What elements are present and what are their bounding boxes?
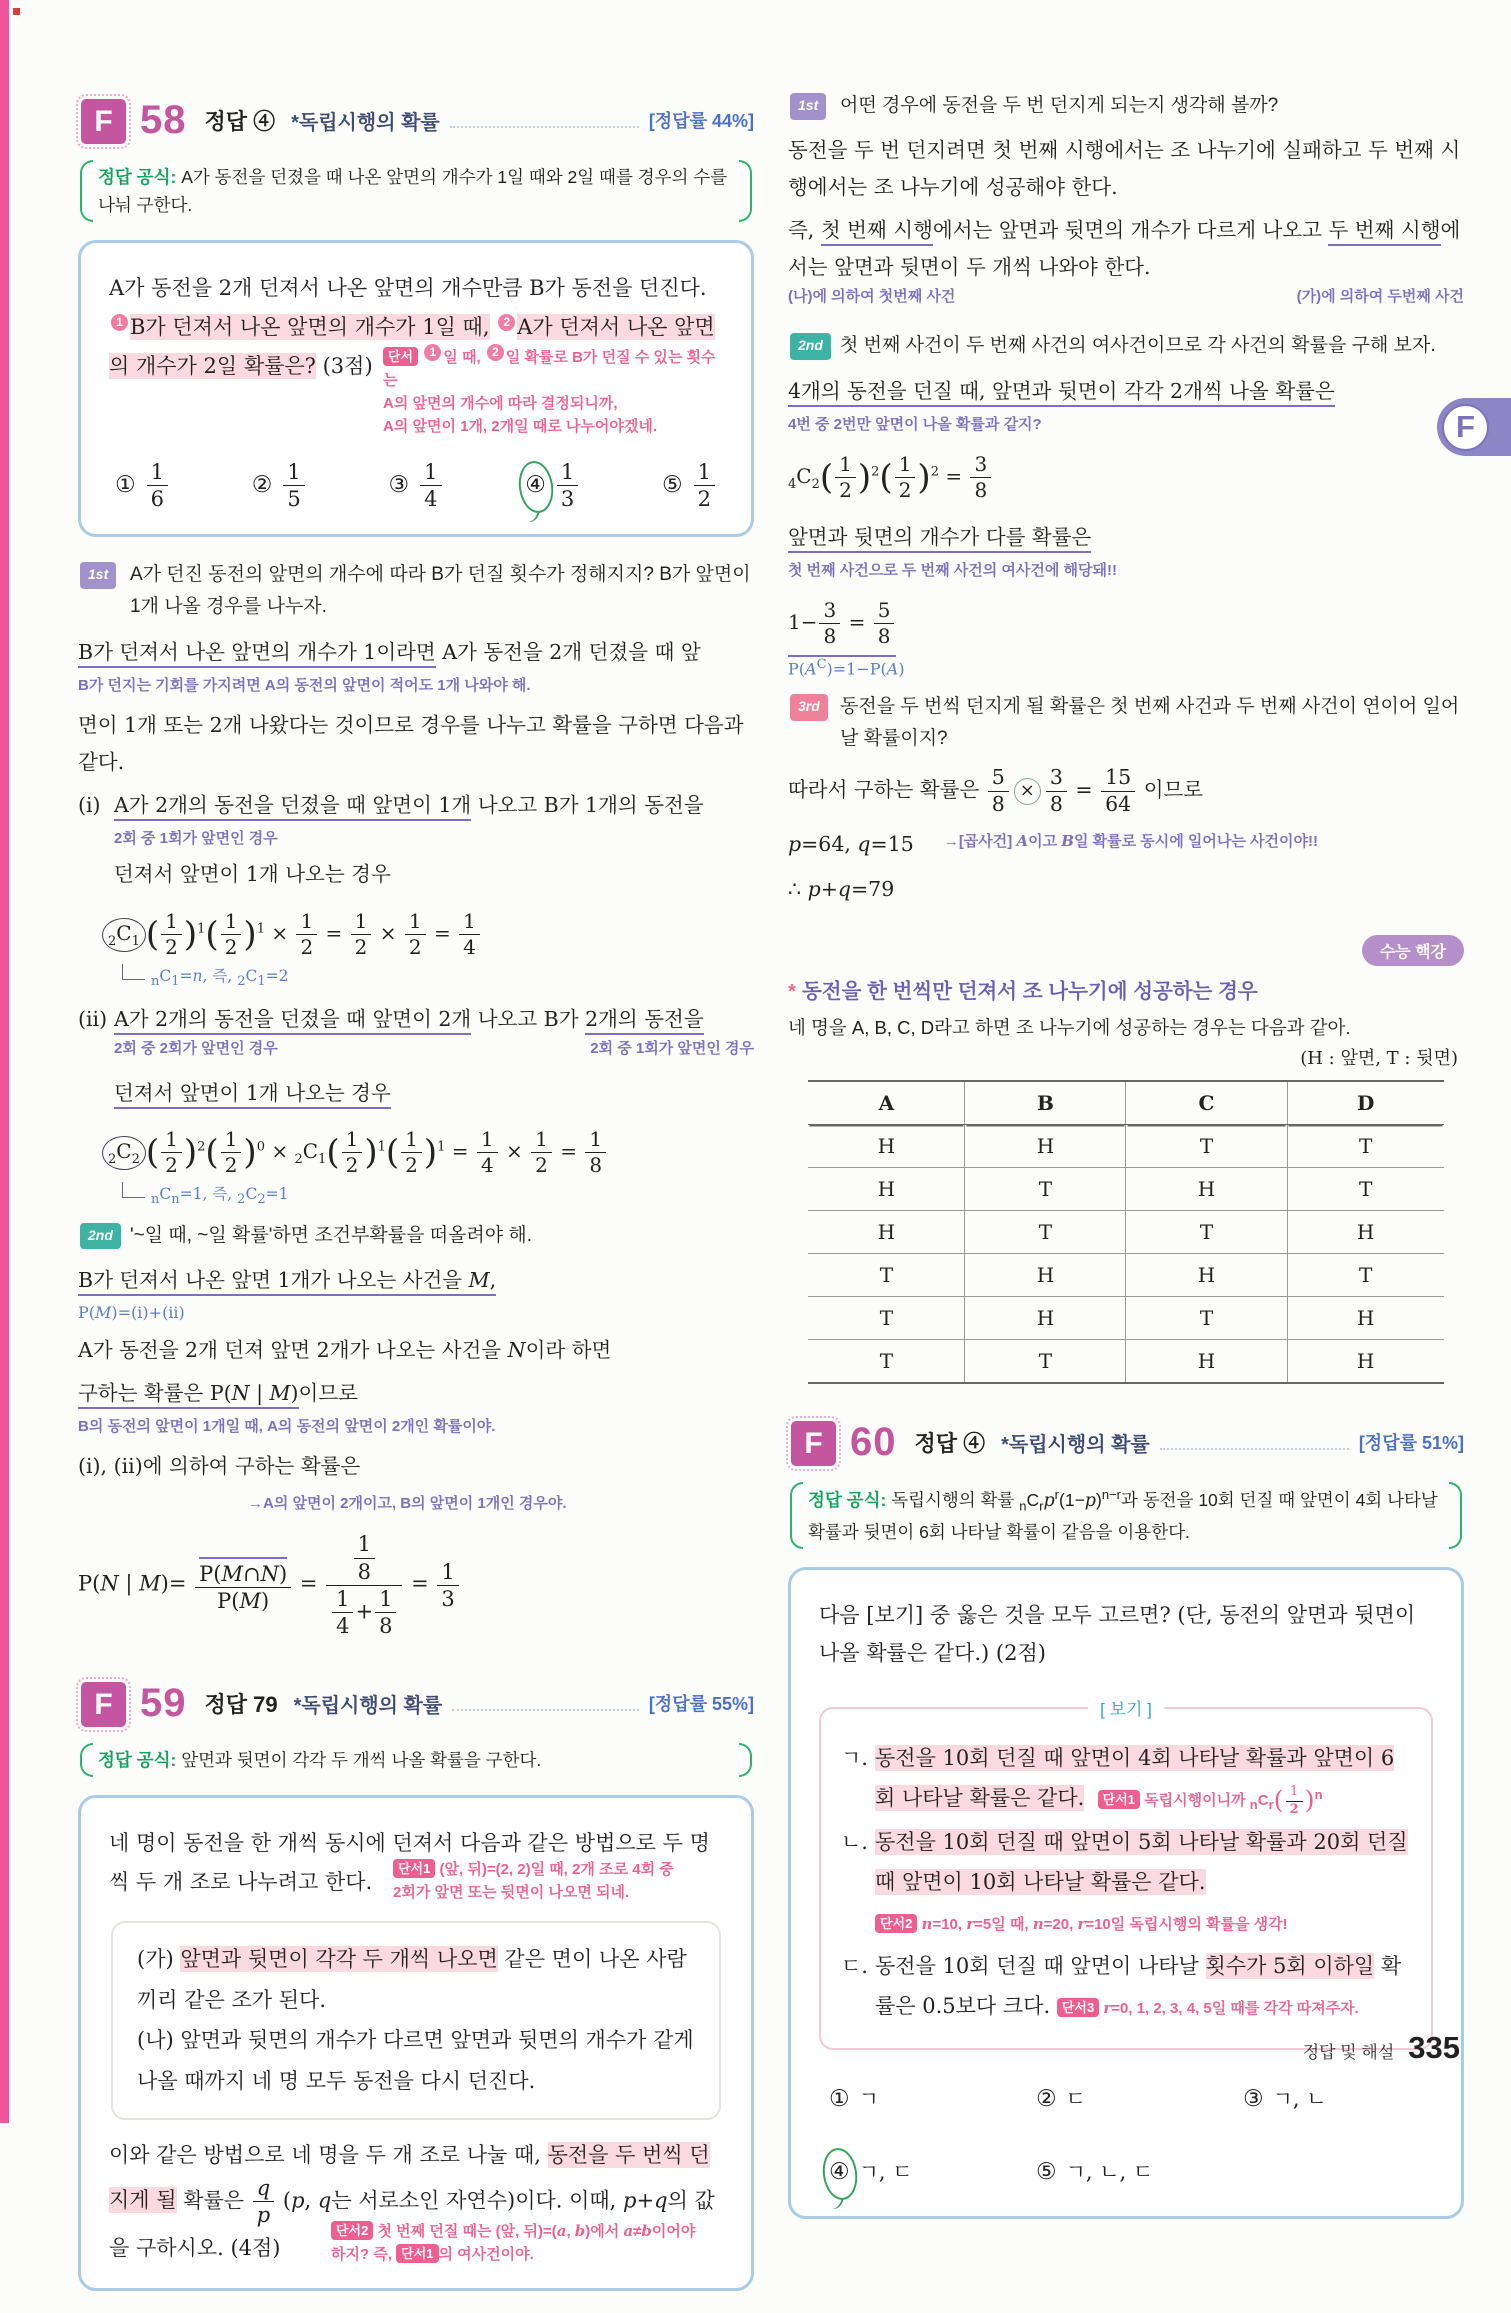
- choice-2: ② 1 5: [252, 459, 307, 513]
- problem-statement: 네 명이 동전을 한 개씩 동시에 던져서 다음과 같은 방법으로 두 명씩 두 개 조로 나누려고 한다.: [109, 1831, 710, 1895]
- step-1st: [788, 90, 1464, 122]
- formula: $_4C_2$( $\frac{1}{2}$ )$^2$( $\frac{1}{2}$ )$^2$ = $\frac{3}{8}$: [788, 452, 1464, 503]
- solution-paragraph: 동전을 두 번 던지려면 첫 번째 시행에서는 조 나누기에 실패하고 두 번째 시행에서는 조 나누기에 성공해야 한다.: [788, 138, 1461, 200]
- answer-choices: [819, 2078, 1433, 2193]
- answer-formula-note: [80, 1743, 752, 1777]
- step-text: A가 던진 동전의 앞면의 개수에 따라 B가 던질 횟수가 정해지지? B가 앞면이 1개 나올 경우를 나누자.: [130, 564, 751, 618]
- dotted-leader: [1160, 1435, 1349, 1450]
- purple-annotation: 첫 번째 사건으로 두 번째 사건의 여사건에 해당돼!!: [788, 561, 1117, 579]
- step-3rd: [788, 691, 1464, 756]
- formula-text: 앞면과 뒷면이 각각 두 개씩 나올 확률을 구한다.: [181, 1750, 542, 1771]
- solution-paragraph: 구하는 확률은 P(N | M)이므로: [78, 1375, 754, 1412]
- topic-label: *독립시행의 확률: [293, 1694, 443, 1717]
- final-formula: P(N | M)= $\frac{P(M\cap N)}{P(M)}$ = $\frac{1}{8}$ $\frac{1}{4}$ + $\frac{1}{8}$ = $\frac{1}{3}$: [78, 1531, 754, 1639]
- condition-box: [111, 1921, 721, 2121]
- table-legend: (H : 앞면, T : 뒷면): [1300, 1048, 1458, 1070]
- formula-case-i: $_2C_1$ ( $\frac{1}{2}$ )$^1$( $\frac{1}{2}$ )$^1$ × $\frac{1}{2}$ = $\frac{1}{2}$ × $\frac{1}{2}$ = $\frac{1}{4}$: [78, 909, 754, 960]
- elbow-connector: [122, 964, 145, 980]
- step-badge-1st: 1st: [80, 562, 116, 589]
- arrow-annotation: →A의 앞면이 2개이고, B의 앞면이 1개인 경우야.: [248, 1494, 567, 1512]
- case-i-line2: 던져서 앞면이 1개 나오는 경우: [114, 862, 391, 887]
- section-letter-badge: F: [81, 1682, 126, 1727]
- coin-cases-table: A B C D H H T T H T H T H T T H T H H T T H T H T T H H: [808, 1080, 1443, 1384]
- section-letter-badge: F: [81, 99, 126, 144]
- formula-label: 정답 공식:: [808, 1490, 887, 1511]
- answer-choices: [109, 459, 723, 513]
- section-description: 네 명을 A, B, C, D라고 하면 조 나누기에 성공하는 경우는 다음과 같아.: [788, 1017, 1351, 1039]
- purple-annotation-right: 2회 중 1회가 앞면인 경우: [590, 1040, 754, 1058]
- problem-f59-header: [78, 1679, 754, 1727]
- bogi-box: [819, 1700, 1433, 2050]
- problem-statement: A가 동전을 2개 던져서 나온 앞면의 개수만큼 B가 동전을 던진다.1 B가 던져서 나온 앞면의 개수가 1일 때, 2 A가 던져서 나온 앞면의 개수가 2일 확률은? (3점): [109, 276, 715, 378]
- final-answer: ∴ p+q=79: [788, 876, 895, 901]
- choice-3: ③ ㄱ, ㄴ: [1243, 2086, 1327, 2113]
- green-bracket-left: [80, 1743, 93, 1777]
- step-badge-3rd: 3rd: [790, 694, 828, 721]
- p-q-values: p=64, q=15: [788, 831, 914, 856]
- choice-3: ③ 1 4: [389, 459, 444, 513]
- choice-2: ② ㄷ: [1036, 2086, 1086, 2113]
- side-tab-letter: F: [1442, 404, 1489, 451]
- green-bracket-right: [739, 1743, 752, 1777]
- formula-note: $_nC_n=1$, 즉, $_2C_2=1$: [122, 1182, 754, 1207]
- choice-1: ① 1 6: [115, 459, 170, 513]
- step-1st: [78, 559, 754, 624]
- problem-question: 이와 같은 방법으로 네 명을 두 개 조로 나눌 때, 동전을 두 번씩 던지게 될 확률은 $\frac{q}{p}$ (p, q는 서로소인 자연수)이다. 이때, p+q의 값을 구하시오. (4점): [109, 2143, 715, 2260]
- problem-number: 60: [850, 1419, 897, 1464]
- answer-label: 정답 ④: [204, 108, 276, 134]
- problem-f58-header: [78, 96, 754, 144]
- step-text: 첫 번째 사건이 두 번째 사건의 여사건이므로 각 사건의 확률을 구해 보자.: [840, 335, 1436, 357]
- problem-f60-header: [788, 1418, 1464, 1466]
- bogi-label: [ 보기 ]: [1088, 1694, 1164, 1726]
- purple-annotation-left: 2회 중 2회가 앞면인 경우: [114, 1040, 278, 1058]
- footer-label: 정답 및 해설: [1302, 2043, 1395, 2062]
- choice-5: ⑤ 1 2: [662, 459, 717, 513]
- problem-number: 59: [140, 1680, 187, 1725]
- purple-annotation-right: (가)에 의하여 두번째 사건: [1296, 287, 1464, 305]
- step-text: '~일 때, ~일 확률'하면 조건부확률을 떠올려야 해.: [130, 1224, 533, 1246]
- annotation-row: [78, 1040, 754, 1071]
- solution-paragraph: 면이 1개 또는 2개 나왔다는 것이므로 경우를 나누고 확률을 구하면 다음과 같다.: [78, 713, 744, 774]
- solution-paragraph: 즉, 첫 번째 시행에서는 앞면과 뒷면의 개수가 다르게 나오고 두 번째 시행에서는 앞면과 뒷면이 두 개씩 나와야 한다.: [788, 218, 1461, 279]
- topic-label: *독립시행의 확률: [1001, 1433, 1150, 1456]
- section-letter-badge: F: [791, 1421, 836, 1466]
- purple-annotation: B의 동전의 앞면이 1개일 때, A의 동전의 앞면이 2개인 확률이야.: [78, 1417, 496, 1435]
- step-2nd: [788, 330, 1464, 362]
- purple-annotation: B가 던지는 기회를 가지려면 A의 동전의 앞면이 적어도 1개 나와야 해.: [78, 676, 531, 694]
- choice-1: ① ㄱ: [829, 2086, 879, 2113]
- condition-na: (나) 앞면과 뒷면의 개수가 다르면 앞면과 뒷면의 개수가 같게 나올 때까지 네 명 모두 동전을 다시 던진다.: [137, 2028, 694, 2094]
- sunung-haekgang-section: [788, 935, 1464, 1384]
- problem-box-f59: [78, 1795, 754, 2291]
- clue-annotation: 단서 1 일 때, 2 일 확률로 B가 던질 수 있는 횟수는 A의 앞면의 개수에 따라 결정되니까, A의 앞면이 1개, 2개일 때로 나누어야겠네.: [383, 344, 716, 436]
- formula: 1− $\frac{3}{8}$ = $\frac{5}{8}$: [788, 598, 1464, 657]
- problem-box-f60: [788, 1567, 1464, 2219]
- choice-4-correct: ④ 1 3: [525, 459, 580, 513]
- bogi-item-n: ㄴ. 동전을 10회 던질 때 앞면이 5회 나타날 확률과 20회 던질 때 앞면이 10회 나타날 확률은 같다. 단서2 n=10, r=5일 때, n=20, r=10일 독립시행의 확률을 생각!: [841, 1829, 1408, 1933]
- answer-label: 정답 79: [204, 1691, 278, 1717]
- green-bracket-right: [1449, 1482, 1462, 1548]
- section-side-tab: [1437, 398, 1511, 456]
- solution-paragraph: B가 던져서 나온 앞면의 개수가 1이라면 A가 동전을 2개 던졌을 때 앞: [78, 634, 754, 671]
- page-number: 335: [1408, 2030, 1460, 2065]
- problem-number: 58: [140, 97, 187, 142]
- formula-case-ii: $_2C_2$ ( $\frac{1}{2}$ )$^2$( $\frac{1}{2}$ )$^0 \times _2C_1$( $\frac{1}{2}$ )$^1$( $\frac{1}{2}$ )$^1$ = $\frac{1}{4}$ × $\frac{1}{2}$ = $\frac{1}{8}$: [78, 1127, 754, 1178]
- step-badge-1st: 1st: [790, 93, 826, 120]
- problem-box-f58: [78, 240, 754, 537]
- choice-4-correct: ④ ㄱ, ㄷ: [829, 2151, 1036, 2194]
- answer-formula-note: [790, 1482, 1462, 1548]
- step-text: 동전을 두 번씩 던지게 될 확률은 첫 번째 사건과 두 번째 사건이 연이어 일어날 확률이지?: [840, 695, 1460, 750]
- step-badge-2nd: 2nd: [790, 333, 831, 360]
- solution-paragraph: A가 동전을 2개 던져 앞면 2개가 나오는 사건을 N이라 하면: [78, 1337, 612, 1362]
- dotted-leader: [452, 1696, 639, 1711]
- blue-note: $P(A^C)=1-P(A)$: [788, 657, 905, 679]
- dotted-leader: [450, 113, 639, 128]
- formula-note: $_nC_1=n$, 즉, $_2C_1=2$: [122, 964, 754, 989]
- green-bracket-right: [739, 160, 752, 222]
- case-ii: (ii) A가 2개의 동전을 던졌을 때 앞면이 2개 나오고 B가 2개의 동전을: [78, 1001, 754, 1038]
- correct-answer-circle: ④: [829, 2151, 850, 2194]
- left-column: [78, 90, 754, 2313]
- correct-answer-circle: ④: [525, 464, 546, 507]
- answer-label: 정답 ④: [914, 1430, 986, 1456]
- correct-rate: [정답률 51%]: [1358, 1433, 1464, 1454]
- purple-annotation: 2회 중 1회가 앞면인 경우: [114, 829, 278, 847]
- arrow-annotation: →[곱사건] A이고 B일 확률로 동시에 일어나는 사건이야!!: [943, 831, 1318, 850]
- right-column: [788, 90, 1464, 2241]
- bogi-item-d: ㄷ. 동전을 10회 던질 때 앞면이 나타날 횟수가 5회 이하일 확률은 0.5보다 크다. 단서3 r=0, 1, 2, 3, 4, 5일 때를 각각 따져주자.: [841, 1953, 1402, 2018]
- purple-annotation-left: (나)에 의하여 첫번째 사건: [788, 287, 956, 305]
- star-icon: *: [788, 980, 796, 1004]
- case-ii-line2: 던져서 앞면이 1개 나오는 경우: [78, 1075, 754, 1112]
- purple-annotation: 4번 중 2번만 앞면이 나올 확률과 같지?: [788, 415, 1042, 433]
- green-bracket-left: [790, 1482, 803, 1548]
- bogi-item-g: ㄱ. 동전을 10회 던질 때 앞면이 4회 나타날 확률과 앞면이 6회 나타날 확률은 같다. 단서1 독립시행이니까 $_nC_r$( $\frac{1}{2}$ )$^n$: [841, 1746, 1395, 1817]
- result-row: [788, 824, 1464, 865]
- step-text: 어떤 경우에 동전을 두 번 던지게 되는지 생각해 볼까?: [840, 95, 1279, 116]
- problem-statement: 다음 [보기] 중 옳은 것을 모두 고르면? (단, 동전의 앞면과 뒷면이 나올 확률은 같다.) (2점): [819, 1602, 1416, 1666]
- formula-label: 정답 공식:: [98, 1750, 177, 1771]
- clue-annotation-2: 단서2 첫 번째 던질 때는 (앞, 뒤)=(a, b)에서 a≠b이어야 하지? 즉, 단서1 의 여사건이야.: [331, 2221, 696, 2263]
- solution-paragraph: 따라서 구하는 확률은 $\frac{5}{8}$ × $\frac{3}{8}$ = $\frac{15}{64}$ 이므로: [788, 765, 1204, 816]
- correct-rate: [정답률 55%]: [648, 1694, 754, 1715]
- blue-note: P(M)=(i)+(ii): [78, 1302, 185, 1322]
- solution-paragraph: 앞면과 뒷면의 개수가 다를 확률은: [788, 519, 1464, 556]
- step-2nd: [78, 1220, 754, 1252]
- step-badge-2nd: 2nd: [80, 1223, 121, 1250]
- solution-paragraph: 4개의 동전을 던질 때, 앞면과 뒷면이 각각 2개씩 나올 확률은: [788, 373, 1464, 410]
- green-bracket-left: [80, 160, 93, 222]
- correct-rate: [정답률 44%]: [648, 111, 754, 131]
- choice-5: ⑤ ㄱ, ㄴ, ㄷ: [1036, 2158, 1154, 2185]
- annotation-row: [788, 288, 1464, 319]
- registration-mark: [13, 8, 20, 15]
- section-title: * 동전을 한 번씩만 던져서 조 나누기에 성공하는 경우: [788, 980, 1258, 1004]
- formula-text: A가 동전을 던졌을 때 나온 앞면의 개수가 1일 때와 2일 때를 경우의 수를 나눠 구한다.: [98, 167, 728, 215]
- condition-ga: (가) 앞면과 뒷면이 각각 두 개씩 나오면 같은 면이 나온 사람끼리 같은 조가 된다.: [137, 1946, 687, 2012]
- answer-formula-note: [80, 160, 752, 222]
- case-i: (i) A가 2개의 동전을 던졌을 때 앞면이 1개 나오고 B가 1개의 동전을: [78, 787, 754, 824]
- clue-annotation-1: 단서1 (앞, 뒤)=(2, 2)일 때, 2개 조로 4회 중 2회가 앞면 또는 뒷면이 나오면 되네.: [393, 1861, 674, 1902]
- sunung-haekgang-badge: 수능 핵강: [1362, 935, 1464, 966]
- solution-paragraph: B가 던져서 나온 앞면 1개가 나오는 사건을 M,: [78, 1262, 754, 1299]
- elbow-connector: [122, 1182, 145, 1198]
- topic-label: *독립시행의 확률: [291, 111, 440, 134]
- page-edge-strip: [0, 0, 9, 2123]
- formula-text: 독립시행의 확률 $_nC_rp^r(1-p)^{n-r}$과 동전을 10회 던질 때 앞면이 4회 나타날 확률과 뒷면이 6회 나타날 확률이 같음을 이용한다.: [808, 1487, 1438, 1542]
- solution-paragraph: (i), (ii)에 의하여 구하는 확률은: [78, 1454, 361, 1479]
- page-footer: [1100, 2030, 1460, 2066]
- formula-label: 정답 공식:: [98, 167, 177, 187]
